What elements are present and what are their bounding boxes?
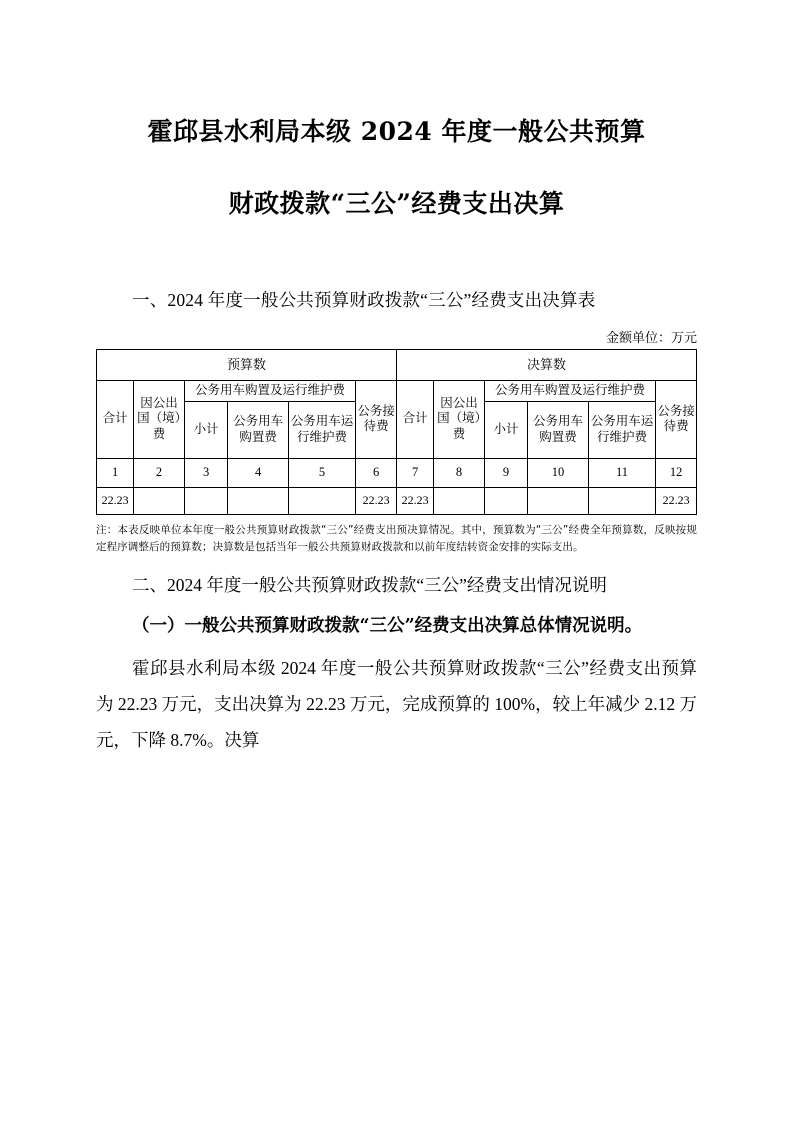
column-number: 10 [528, 458, 588, 487]
column-number: 2 [134, 458, 185, 487]
value-cell: 22.23 [396, 487, 433, 514]
column-number: 4 [228, 458, 288, 487]
value-cell [528, 487, 588, 514]
value-cell [588, 487, 655, 514]
three-public-expenses-table [96, 349, 697, 515]
column-number: 6 [356, 458, 397, 487]
amount-unit-label: 金额单位：万元 [605, 329, 697, 345]
table-row-column-numbers [97, 458, 697, 487]
column-number: 5 [288, 458, 355, 487]
header-final-vehicle-purchase: 公务用车购置费 [528, 401, 588, 458]
value-cell [484, 487, 528, 514]
header-budget-abroad: 因公出国（境）费 [134, 380, 185, 458]
table-row-subgroup-header [97, 380, 697, 401]
column-number: 9 [484, 458, 528, 487]
column-number: 11 [588, 458, 655, 487]
header-budget-vehicle-purchase: 公务用车购置费 [228, 401, 288, 458]
table-footnote: 注：本表反映单位本年度一般公共预算财政拨款“三公”经费支出预决算情况。其中，预算数为“三公”经费全年预算数，反映按规定程序调整后的预算数；决算数是包括当年一般公共预算财政拨款和以前年度结转资金安排的实际支出。 [96, 523, 697, 553]
value-cell: 22.23 [356, 487, 397, 514]
body-paragraph-1: 霍邱县水利局本级 2024 年度一般公共预算财政拨款“三公”经费支出预算为 22.23 万元，支出决算为 22.23 万元，完成预算的 100%，较上年减少 2.12 万元，下降 8.7%。决算 [96, 658, 697, 750]
header-budget-vehicle-group: 公务用车购置及运行维护费 [184, 380, 355, 401]
value-cell [434, 487, 485, 514]
column-number: 7 [396, 458, 433, 487]
column-number: 8 [434, 458, 485, 487]
value-cell [134, 487, 185, 514]
page-title-line-2: 财政拨款“三公”经费支出决算 [228, 188, 565, 218]
header-final-vehicle-group: 公务用车购置及运行维护费 [484, 380, 655, 401]
header-final-vehicle-maintain: 公务用车运行维护费 [588, 401, 655, 458]
section-2-sub-heading: （一）一般公共预算财政拨款“三公”经费支出决算总体情况说明。 [132, 616, 643, 637]
header-final-vehicle-subtotal: 小计 [484, 401, 528, 458]
page-title-line-1: 霍邱县水利局本级 2024 年度一般公共预算 [147, 117, 646, 146]
header-budget-total: 合计 [97, 380, 134, 458]
table-row-values [97, 487, 697, 514]
header-budget-vehicle-subtotal: 小计 [184, 401, 228, 458]
header-budget-vehicle-maintain: 公务用车运行维护费 [288, 401, 355, 458]
header-final-total: 合计 [396, 380, 433, 458]
value-cell [288, 487, 355, 514]
column-number: 1 [97, 458, 134, 487]
group-header-budget: 预算数 [97, 349, 397, 380]
section-1-heading: 一、2024 年度一般公共预算财政拨款“三公”经费支出决算表 [132, 290, 596, 310]
column-number: 3 [184, 458, 228, 487]
column-number: 12 [656, 458, 697, 487]
header-final-abroad: 因公出国（境）费 [434, 380, 485, 458]
table-row-group-header [97, 349, 697, 380]
value-cell: 22.23 [97, 487, 134, 514]
page-title [96, 118, 697, 217]
header-final-hospitality: 公务接待费 [656, 380, 697, 458]
value-cell: 22.23 [656, 487, 697, 514]
section-2-heading: 二、2024 年度一般公共预算财政拨款“三公”经费支出情况说明 [132, 574, 607, 595]
value-cell [228, 487, 288, 514]
group-header-final: 决算数 [396, 349, 696, 380]
header-budget-hospitality: 公务接待费 [356, 380, 397, 458]
value-cell [184, 487, 228, 514]
